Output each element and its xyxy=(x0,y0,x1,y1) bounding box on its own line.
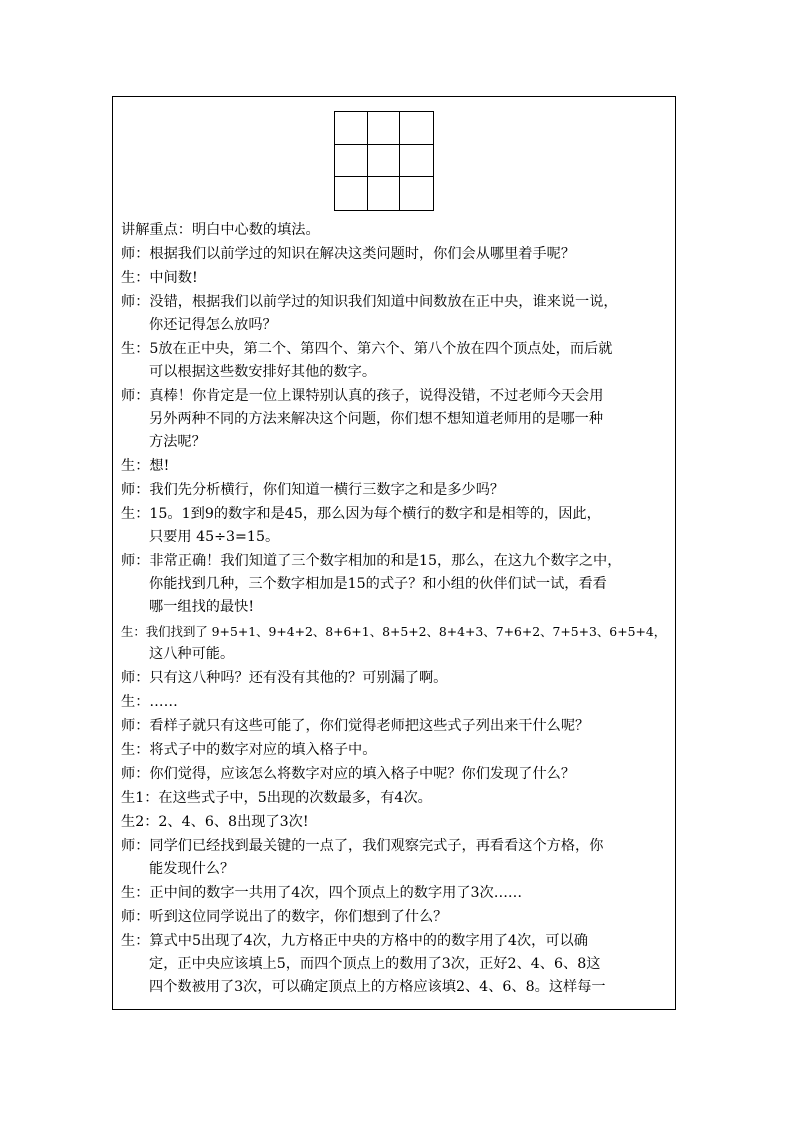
text-line: 师：没错，根据我们以前学过的知识我们知道中间数放在正中央，谁来说一说， xyxy=(121,294,618,310)
text-line: 师：你们觉得，应该怎么将数字对应的填入格子中呢？你们发现了什么？ xyxy=(121,766,576,782)
dialogue-turn xyxy=(121,243,669,266)
dialogue-turn xyxy=(121,763,669,786)
text-line: 师：真棒！你肯定是一位上课特别认真的孩子，说得没错，不过老师今天会用 xyxy=(121,388,604,404)
dialogue-turn xyxy=(121,338,669,384)
text-line: 生：正中间的数字一共用了4次，四个顶点上的数字用了3次…… xyxy=(121,885,523,901)
text-line: 师：看样子就只有这些可能了，你们觉得老师把这些式子列出来干什么呢？ xyxy=(121,718,590,734)
text-line: 生：我们找到了 9+5+1、9+4+2、8+6+1、8+5+2、8+4+3、7+6+2、7+5+3、6+5+4， xyxy=(121,624,667,639)
dialogue-turn xyxy=(121,620,669,666)
text-line: 哪一组找的最快! xyxy=(149,599,255,615)
dialogue-turn xyxy=(121,267,669,290)
text-line: 你还记得怎么放吗？ xyxy=(149,317,277,333)
grid-cell xyxy=(400,177,433,210)
text-line: 讲解重点：明白中心数的填法。 xyxy=(121,222,320,238)
dialogue-turn xyxy=(121,667,669,690)
text-line: 另外两种不同的方法来解决这个问题，你们想不想知道老师用的是哪一种 xyxy=(149,411,604,427)
text-line: 只要用 45÷3=15。 xyxy=(149,529,280,545)
text-line: 方法呢？ xyxy=(149,434,206,450)
text-line: 生：算式中5出现了4次，九方格正中央的方格中的的数字用了4次，可以确 xyxy=(121,933,588,949)
dialogue-turn xyxy=(121,291,669,337)
dialogue-turn xyxy=(121,811,669,834)
grid-cell xyxy=(368,177,401,210)
dialogue-turn xyxy=(121,739,669,762)
dialogue-turn xyxy=(121,906,669,929)
text-line: 四个数被用了3次，可以确定顶点上的方格应该填2、4、6、8。这样每一 xyxy=(149,979,606,995)
text-line: 生：5放在正中央，第二个、第四个、第六个、第八个放在四个顶点处，而后就 xyxy=(121,341,613,357)
text-line: 师：我们先分析横行，你们知道一横行三数字之和是多少吗？ xyxy=(121,482,505,498)
text-line: 生1：在这些式子中，5出现的次数最多，有4次。 xyxy=(121,790,432,806)
text-line: 师：同学们已经找到最关键的一点了，我们观察完式子，再看看这个方格，你 xyxy=(121,838,604,854)
dialogue-turn xyxy=(121,835,669,881)
dialogue-turn xyxy=(121,385,669,454)
lesson-table-cell xyxy=(112,96,676,1010)
dialogue-turn xyxy=(121,455,669,478)
text-line: 师：根据我们以前学过的知识在解决这类问题时，你们会从哪里着手呢？ xyxy=(121,246,576,262)
grid-cell xyxy=(400,145,433,178)
text-line: 你能找到几种，三个数字相加是15的式子？和小组的伙伴们试一试，看看 xyxy=(149,576,607,592)
grid-cell xyxy=(400,112,433,145)
text-line: 定，正中央应该填上5，而四个顶点上的数用了3次，正好2、4、6、8这 xyxy=(149,956,601,972)
grid-cell xyxy=(335,112,368,145)
dialogue-turn xyxy=(121,715,669,738)
text-line: 生：…… xyxy=(121,694,178,710)
dialogue-turn xyxy=(121,882,669,905)
dialogue-turn xyxy=(121,479,669,502)
text-line: 生：15。1到9的数字和是45，那么因为每个横行的数字和是相等的，因此， xyxy=(121,506,601,522)
text-line: 生：想! xyxy=(121,458,170,474)
text-line: 师：非常正确！我们知道了三个数字相加的和是15，那么，在这九个数字之中， xyxy=(121,553,622,569)
text-line: 能发现什么？ xyxy=(149,861,235,877)
teaching-focus xyxy=(121,219,669,242)
text-line: 生：中间数! xyxy=(121,270,198,286)
text-line: 生2：2、4、6、8出现了3次! xyxy=(121,814,309,830)
grid-cell xyxy=(335,177,368,210)
text-line: 可以根据这些数安排好其他的数字。 xyxy=(149,364,377,380)
dialogue-turn xyxy=(121,550,669,619)
dialogue-turn xyxy=(121,930,669,999)
grid-cell xyxy=(335,145,368,178)
text-line: 生：将式子中的数字对应的填入格子中。 xyxy=(121,742,377,758)
dialogue-turn xyxy=(121,787,669,810)
text-line: 师：只有这八种吗？还有没有其他的？可别漏了啊。 xyxy=(121,670,448,686)
dialogue-text xyxy=(121,219,669,1000)
nine-square-grid xyxy=(334,111,434,211)
dialogue-turn xyxy=(121,691,669,714)
grid-cell xyxy=(368,145,401,178)
text-line: 师：听到这位同学说出了的数字，你们想到了什么？ xyxy=(121,909,448,925)
text-line: 这八种可能。 xyxy=(149,646,235,662)
grid-cell xyxy=(368,112,401,145)
dialogue-turn xyxy=(121,503,669,549)
